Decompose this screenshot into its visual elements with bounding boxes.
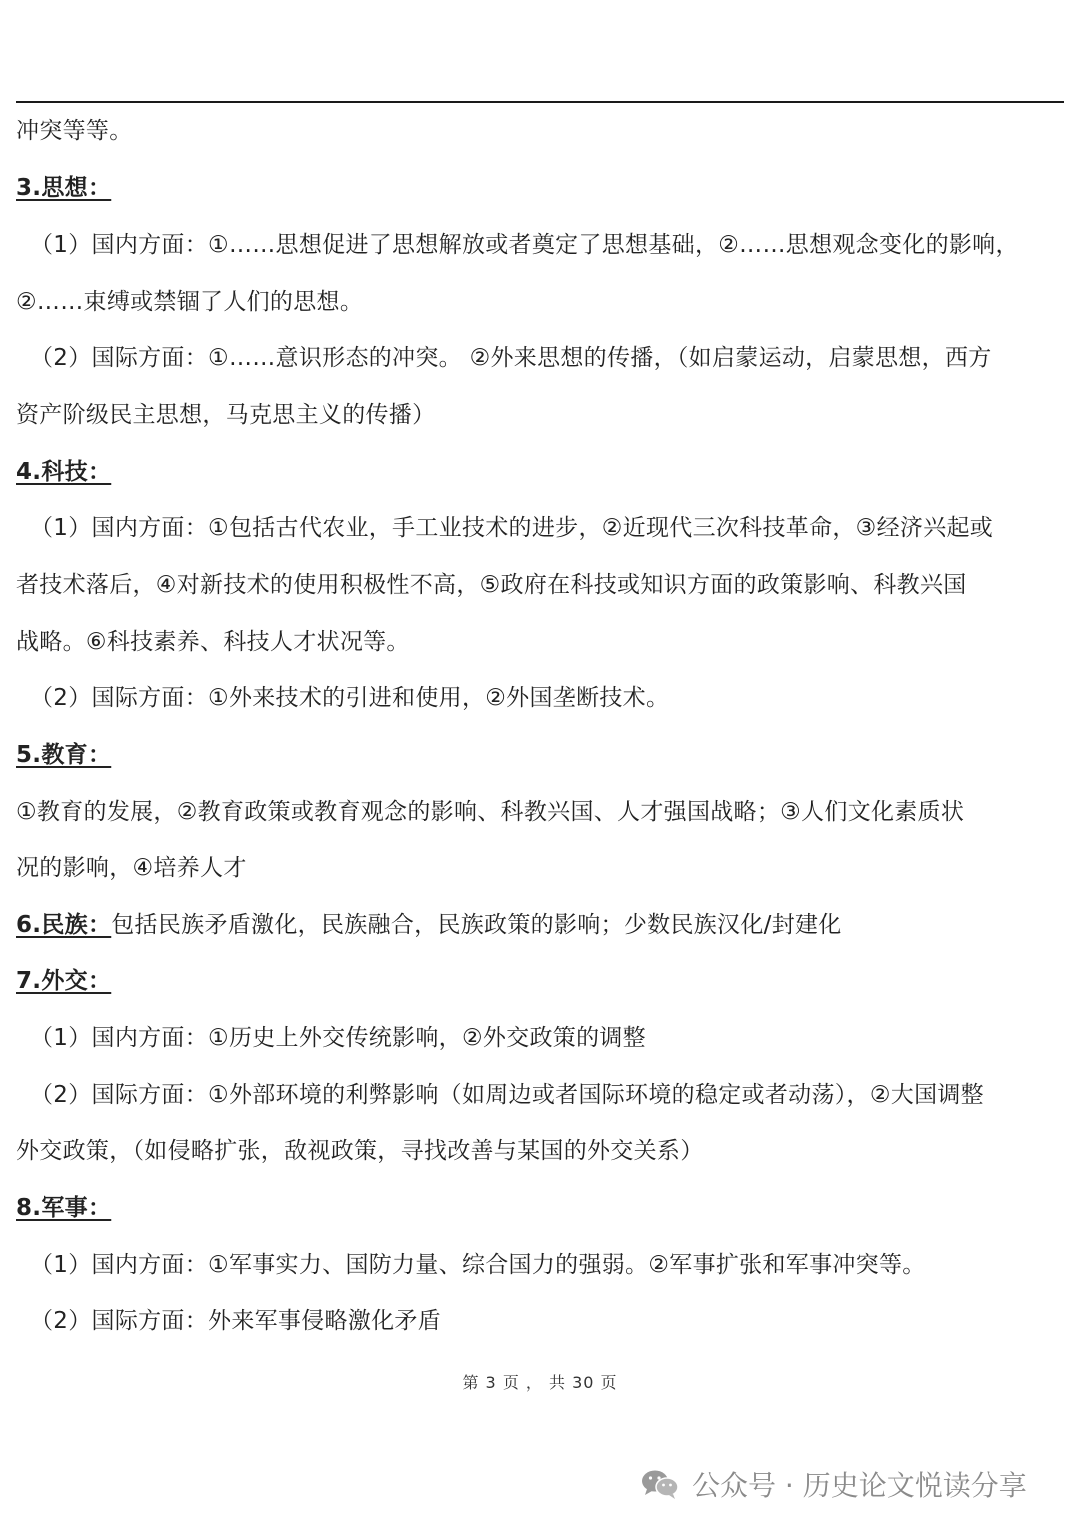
- section-heading: 4.科技：: [16, 459, 112, 485]
- text-line: ①教育的发展，②教育政策或教育观念的影响、科教兴国、人才强国战略；③人们文化素质状: [16, 799, 965, 825]
- text-line: 战略。⑥科技素养、科技人才状况等。: [16, 629, 410, 655]
- section-heading: 5.教育：: [16, 742, 112, 768]
- text-line: （2）国际方面：外来军事侵略激化矛盾: [30, 1308, 442, 1334]
- text-line: （1）国内方面：①……思想促进了思想解放或者奠定了思想基础，②……思想观念变化的影响，: [30, 232, 1019, 258]
- section-heading: 8.军事：: [16, 1195, 112, 1221]
- text-line: 冲突等等。: [16, 118, 133, 144]
- watermark-text: 公众号 · 历史论文悦读分享: [692, 1469, 1027, 1502]
- text-line: 况的影响，④培养人才: [16, 855, 247, 881]
- text-line: （1）国内方面：①历史上外交传统影响，②外交政策的调整: [30, 1025, 646, 1051]
- section-heading: 6.民族：: [16, 912, 112, 938]
- text-line: （2）国际方面：①……意识形态的冲突。 ②外来思想的传播，（如启蒙运动，启蒙思想，西方: [30, 345, 992, 371]
- text-line: ②……束缚或禁锢了人们的思想。: [16, 289, 364, 315]
- text-line: （1）国内方面：①包括古代农业，手工业技术的进步，②近现代三次科技革命，③经济兴起或: [30, 515, 994, 541]
- header-rule: [16, 101, 1064, 103]
- text-line: 资产阶级民主思想，马克思主义的传播）: [16, 402, 436, 428]
- text-line: （2）国际方面：①外部环境的利弊影响（如周边或者国际环境的稳定或者动荡），②大国调整: [30, 1082, 984, 1108]
- section-heading: 3.思想：: [16, 175, 112, 201]
- text-line: 外交政策，（如侵略扩张，敌视政策，寻找改善与某国的外交关系）: [16, 1138, 704, 1164]
- section-heading: 7.外交：: [16, 968, 112, 994]
- text-line: 者技术落后，④对新技术的使用积极性不高，⑤政府在科技或知识方面的政策影响、科教兴国: [16, 572, 967, 598]
- text-line: （1）国内方面：①军事实力、国防力量、综合国力的强弱。②军事扩张和军事冲突等。: [30, 1252, 926, 1278]
- wechat-icon: [640, 1468, 680, 1500]
- page-footer: 第 3 页 ， 共 30 页: [462, 1373, 618, 1392]
- watermark: [640, 1462, 1027, 1506]
- text-line: （2）国际方面：①外来技术的引进和使用，②外国垄断技术。: [30, 685, 670, 711]
- text-line-with-heading: [16, 908, 842, 942]
- text-inline: 包括民族矛盾激化，民族融合，民族政策的影响；少数民族汉化/封建化: [111, 912, 842, 938]
